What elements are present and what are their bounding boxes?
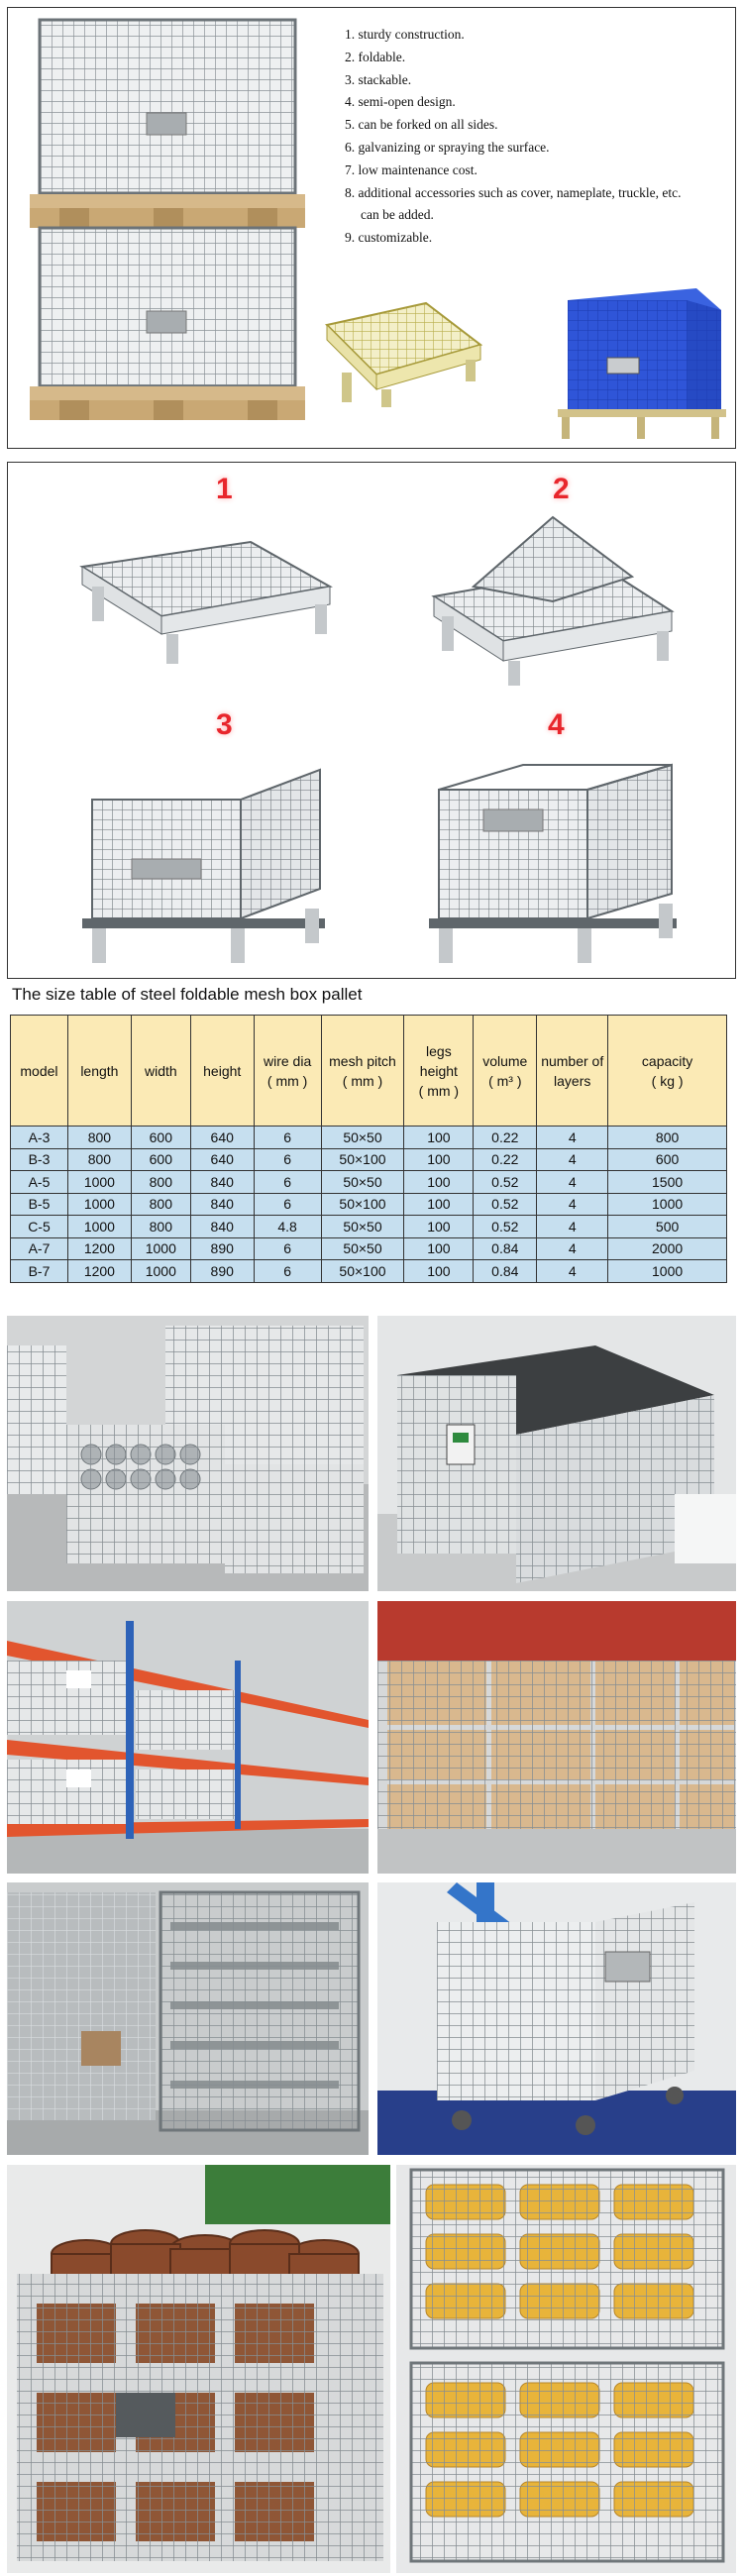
cage-with-black-cover-photo bbox=[377, 1316, 736, 1591]
cell-wire-dia: 6 bbox=[254, 1127, 321, 1149]
step-4-image bbox=[409, 750, 696, 973]
cell-mesh-pitch: 50×100 bbox=[321, 1260, 404, 1283]
cell-layers: 4 bbox=[537, 1216, 608, 1238]
cell-length: 1200 bbox=[67, 1237, 131, 1260]
table-row bbox=[11, 1171, 727, 1194]
cell-wire-dia: 6 bbox=[254, 1193, 321, 1216]
header-legs-height: legs height ( mm ) bbox=[404, 1016, 474, 1127]
cell-wire-dia: 6 bbox=[254, 1171, 321, 1194]
feature-item: 9. customizable. bbox=[345, 230, 433, 246]
cell-model: A-5 bbox=[11, 1171, 68, 1194]
feature-item-continuation: can be added. bbox=[361, 207, 434, 223]
feature-item: 1. sturdy construction. bbox=[345, 27, 465, 42]
folded-cage-image bbox=[317, 295, 485, 409]
cell-volume: 0.52 bbox=[474, 1193, 537, 1216]
cell-layers: 4 bbox=[537, 1148, 608, 1171]
table-row bbox=[11, 1237, 727, 1260]
cell-wire-dia: 6 bbox=[254, 1148, 321, 1171]
header-width: width bbox=[131, 1016, 190, 1127]
cell-volume: 0.84 bbox=[474, 1237, 537, 1260]
cell-capacity: 600 bbox=[608, 1148, 727, 1171]
folding-steps-panel bbox=[7, 462, 736, 979]
header-capacity: capacity ( kg ) bbox=[608, 1016, 727, 1127]
cell-volume: 0.84 bbox=[474, 1260, 537, 1283]
cell-height: 640 bbox=[190, 1127, 254, 1149]
cell-mesh-pitch: 50×100 bbox=[321, 1193, 404, 1216]
cages-with-metal-parts-photo bbox=[7, 1882, 369, 2155]
header-model: model bbox=[11, 1016, 68, 1127]
step-number-4: 4 bbox=[548, 708, 565, 741]
warehouse-photo-cages-with-tubes bbox=[7, 1316, 369, 1591]
features-panel bbox=[7, 7, 736, 449]
table-row bbox=[11, 1148, 727, 1171]
cell-layers: 4 bbox=[537, 1127, 608, 1149]
racking-orange-beams-photo bbox=[7, 1601, 369, 1874]
cell-layers: 4 bbox=[537, 1171, 608, 1194]
cell-capacity: 800 bbox=[608, 1127, 727, 1149]
cell-mesh-pitch: 50×50 bbox=[321, 1171, 404, 1194]
cell-width: 800 bbox=[131, 1171, 190, 1194]
cell-height: 890 bbox=[190, 1260, 254, 1283]
cell-legs-height: 100 bbox=[404, 1216, 474, 1238]
cell-volume: 0.22 bbox=[474, 1148, 537, 1171]
feature-item: 8. additional accessories such as cover, nameplate, truckle, etc. bbox=[345, 184, 682, 200]
header-mesh-pitch: mesh pitch ( mm ) bbox=[321, 1016, 404, 1127]
cell-mesh-pitch: 50×50 bbox=[321, 1127, 404, 1149]
step-1-image bbox=[53, 517, 340, 686]
cell-model: A-3 bbox=[11, 1127, 68, 1149]
stacked-cages-image bbox=[30, 14, 305, 422]
cell-width: 800 bbox=[131, 1193, 190, 1216]
cell-legs-height: 100 bbox=[404, 1148, 474, 1171]
cell-legs-height: 100 bbox=[404, 1127, 474, 1149]
cell-height: 840 bbox=[190, 1171, 254, 1194]
blue-cage-image bbox=[548, 280, 731, 444]
cell-model: C-5 bbox=[11, 1216, 68, 1238]
cell-length: 800 bbox=[67, 1127, 131, 1149]
header-number-of-layers: number of layers bbox=[537, 1016, 608, 1127]
cell-width: 1000 bbox=[131, 1260, 190, 1283]
cell-width: 1000 bbox=[131, 1237, 190, 1260]
step-2-image bbox=[404, 507, 701, 691]
feature-item: 6. galvanizing or spraying the surface. bbox=[345, 139, 550, 155]
cell-wire-dia: 6 bbox=[254, 1260, 321, 1283]
header-volume: volume ( m³ ) bbox=[474, 1016, 537, 1127]
cell-layers: 4 bbox=[537, 1237, 608, 1260]
feature-item: 2. foldable. bbox=[345, 49, 406, 64]
cell-height: 840 bbox=[190, 1216, 254, 1238]
cell-volume: 0.52 bbox=[474, 1216, 537, 1238]
step-number-2: 2 bbox=[553, 473, 570, 505]
feature-item: 4. semi-open design. bbox=[345, 94, 456, 110]
table-row bbox=[11, 1193, 727, 1216]
header-height: height bbox=[190, 1016, 254, 1127]
cell-model: B-7 bbox=[11, 1260, 68, 1283]
cell-model: B-3 bbox=[11, 1148, 68, 1171]
cell-height: 840 bbox=[190, 1193, 254, 1216]
size-table bbox=[10, 1015, 727, 1283]
cell-capacity: 2000 bbox=[608, 1237, 727, 1260]
table-title: The size table of steel foldable mesh box pallet bbox=[12, 985, 363, 1004]
table-row bbox=[11, 1127, 727, 1149]
table-header-row bbox=[11, 1016, 727, 1127]
cell-layers: 4 bbox=[537, 1193, 608, 1216]
cell-model: B-5 bbox=[11, 1193, 68, 1216]
cell-height: 640 bbox=[190, 1148, 254, 1171]
cell-mesh-pitch: 50×100 bbox=[321, 1148, 404, 1171]
stacked-cartons-in-cages-photo bbox=[377, 1601, 736, 1874]
cell-wire-dia: 6 bbox=[254, 1237, 321, 1260]
step-3-image bbox=[53, 750, 340, 973]
cage-with-brake-rotors-photo bbox=[7, 2165, 390, 2573]
cell-volume: 0.52 bbox=[474, 1171, 537, 1194]
cell-mesh-pitch: 50×50 bbox=[321, 1237, 404, 1260]
table-row bbox=[11, 1216, 727, 1238]
cell-legs-height: 100 bbox=[404, 1260, 474, 1283]
cell-capacity: 1000 bbox=[608, 1260, 727, 1283]
cell-capacity: 500 bbox=[608, 1216, 727, 1238]
cell-length: 1000 bbox=[67, 1216, 131, 1238]
cell-legs-height: 100 bbox=[404, 1171, 474, 1194]
header-wire-dia: wire dia ( mm ) bbox=[254, 1016, 321, 1127]
cell-width: 800 bbox=[131, 1216, 190, 1238]
table-row bbox=[11, 1260, 727, 1283]
feature-item: 3. stackable. bbox=[345, 71, 412, 87]
cell-wire-dia: 4.8 bbox=[254, 1216, 321, 1238]
step-number-3: 3 bbox=[216, 708, 233, 741]
empty-cage-with-casters-photo bbox=[377, 1882, 736, 2155]
cell-length: 1000 bbox=[67, 1171, 131, 1194]
feature-item: 7. low maintenance cost. bbox=[345, 161, 478, 177]
cell-height: 890 bbox=[190, 1237, 254, 1260]
feature-list bbox=[345, 24, 731, 250]
stacked-cages-with-yellow-parts-photo bbox=[396, 2165, 736, 2573]
cell-legs-height: 100 bbox=[404, 1193, 474, 1216]
cell-length: 1200 bbox=[67, 1260, 131, 1283]
cell-mesh-pitch: 50×50 bbox=[321, 1216, 404, 1238]
cell-length: 800 bbox=[67, 1148, 131, 1171]
feature-item: 5. can be forked on all sides. bbox=[345, 117, 498, 133]
cell-volume: 0.22 bbox=[474, 1127, 537, 1149]
cell-length: 1000 bbox=[67, 1193, 131, 1216]
cell-legs-height: 100 bbox=[404, 1237, 474, 1260]
cell-width: 600 bbox=[131, 1127, 190, 1149]
cell-model: A-7 bbox=[11, 1237, 68, 1260]
cell-layers: 4 bbox=[537, 1260, 608, 1283]
step-number-1: 1 bbox=[216, 473, 233, 505]
header-length: length bbox=[67, 1016, 131, 1127]
cell-capacity: 1000 bbox=[608, 1193, 727, 1216]
cell-capacity: 1500 bbox=[608, 1171, 727, 1194]
cell-width: 600 bbox=[131, 1148, 190, 1171]
